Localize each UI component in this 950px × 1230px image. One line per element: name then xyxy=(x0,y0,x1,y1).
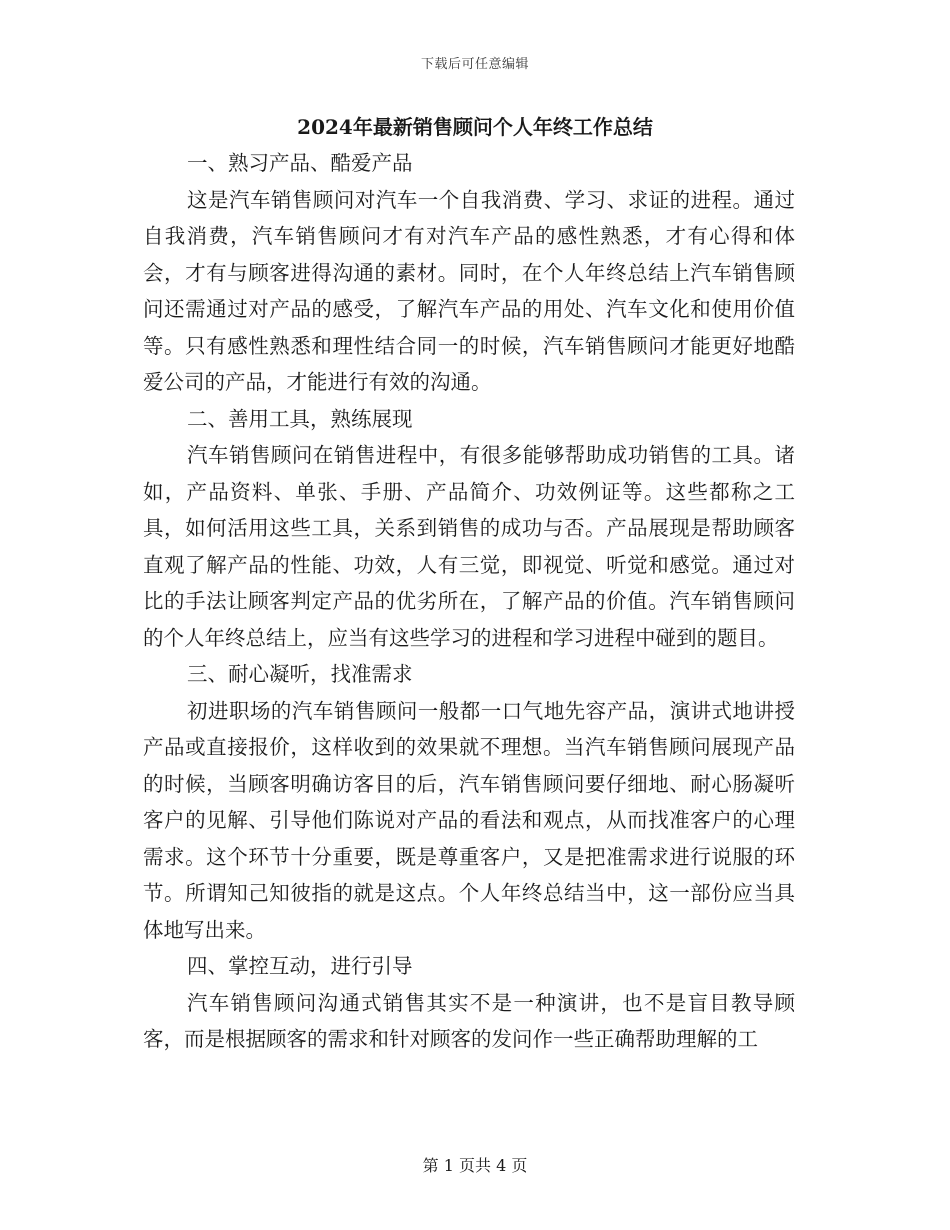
header-note: 下载后可任意编辑 xyxy=(420,57,529,72)
section-paragraph: 汽车销售顾问在销售进程中，有很多能够帮助成功销售的工具。诸如，产品资料、单张、手册、产品简介、功效例证等。这些都称之工具，如何活用这些工具，关系到销售的成功与否。产品展现是帮助顾客直观了解产品的性能、功效，人有三觉，即视觉、听觉和感觉。通过对比的手法让顾客判定产品的优劣所在，了解产品的价值。汽车销售顾问的个人年终总结上，应当有这些学习的进程和学习进程中碰到的题目。 xyxy=(143,443,795,650)
section-paragraph: 初进职场的汽车销售顾问一般都一口气地先容产品，演讲式地讲授产品或直接报价，这样收到的效果就不理想。当汽车销售顾问展现产品的时候，当顾客明确访客目的后，汽车销售顾问要仔细地、耐心肠凝听客户的见解、引导他们陈说对产品的看法和观点，从而找准客户的心理需求。这个环节十分重要，既是尊重客户，又是把准需求进行说服的环节。所谓知己知彼指的就是这点。个人年终总结当中，这一部份应当具体地写出来。 xyxy=(143,698,795,942)
section-paragraph: 这是汽车销售顾问对汽车一个自我消费、学习、求证的进程。通过自我消费，汽车销售顾问才有对汽车产品的感性熟悉，才有心得和体会，才有与顾客进得沟通的素材。同时，在个人年终总结上汽车销售顾问还需通过对产品的感受，了解汽车产品的用处、汽车文化和使用价值等。只有感性熟悉和理性结合同一的时候，汽车销售顾问才能更好地酷爱公司的产品，才能进行有效的沟通。 xyxy=(143,187,795,394)
document-body xyxy=(143,112,795,1058)
section-heading: 一、熟习产品、酷爱产品 xyxy=(187,151,413,175)
section-3 xyxy=(143,656,795,948)
section-4 xyxy=(143,948,795,1058)
page-number: 第 1 页共 4 页 xyxy=(422,1156,528,1175)
section-2 xyxy=(143,401,795,657)
document-title: 2024年最新销售顾问个人年终工作总结 xyxy=(297,115,653,139)
section-heading: 二、善用工具，熟练展现 xyxy=(187,406,413,431)
section-1 xyxy=(143,145,795,401)
section-paragraph: 汽车销售顾问沟通式销售其实不是一种演讲，也不是盲目教导顾客，而是根据顾客的需求和针对顾客的发问作一些正确帮助理解的工 xyxy=(143,990,795,1051)
section-heading: 三、耐心凝听，找准需求 xyxy=(187,662,413,686)
section-heading: 四、掌控互动，进行引导 xyxy=(187,954,413,978)
